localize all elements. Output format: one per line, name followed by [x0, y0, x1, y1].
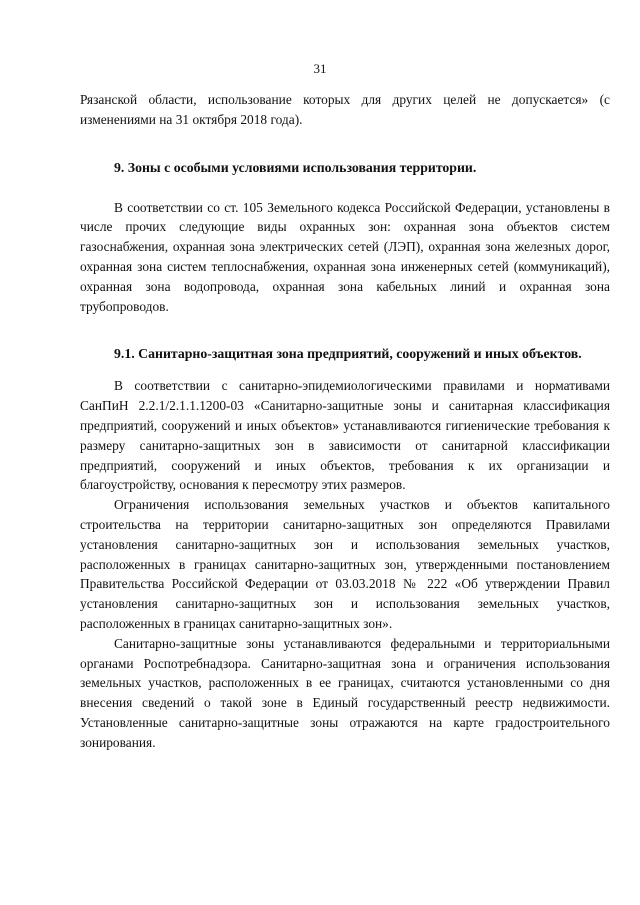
section-9-heading: 9. Зоны с особыми условиями использования территории. [114, 159, 477, 175]
page-content [80, 90, 610, 753]
section-9-1-paragraph-2: Ограничения использования земельных участков и объектов капитального строительства на территории санитарно-защитных зон определяются Правилами установления санитарно-защитных зон и использования земельных участков, расположенных в границах санитарно-защитных зон, утвержденными постановлением Правительства Российской Федерации от 03.03.2018 № 222 «Об утверждении Правил установления санитарно-защитных зон и использования земельных участков, расположенных в границах санитарно-защитных зон». [80, 497, 610, 631]
section-9-paragraph: В соответствии со ст. 105 Земельного кодекса Российской Федерации, установлены в числе прочих следующие виды охранных зон: охранная зона объектов систем газоснабжения, охранная зона электрических сетей (ЛЭП), охранная зона железных дорог, охранная зона систем теплоснабжения, охранная зона инженерных сетей (коммуникаций), охранная зона водопровода, охранная зона кабельных линий и охранная зона трубопроводов. [80, 199, 610, 314]
section-9-1-paragraph-3: Санитарно-защитные зоны устанавливаются федеральными и территориальными органами Роспотребнадзора. Санитарно-защитная зона и ограничения использования земельных участков, расположенных в ее границах, считаются установленными со дня внесения сведений о такой зоне в Единый государственный реестр недвижимости. Установленные санитарно-защитные зоны отражаются на карте градостроительного зонирования. [80, 635, 610, 750]
section-9-1-paragraph-1: В соответствии с санитарно-эпидемиологическими правилами и нормативами СанПиН 2.2.1/2.1.1.1200-03 «Санитарно-защитные зоны и санитарная классификация предприятий, сооружений и иных объектов» устанавливаются гигиенические требования к размеру санитарно-защитных зон в зависимости от санитарной классификации предприятий, сооружений и иных объектов, требования к их организации и благоустройству, основания к пересмотру этих размеров. [80, 378, 610, 493]
page-number: 31 [313, 61, 327, 76]
intro-paragraph: Рязанской области, использование которых для других целей не допускается» (с изменениями на 31 октября 2018 года). [80, 92, 610, 127]
section-9-1-heading: 9.1. Санитарно-защитная зона предприятий, сооружений и иных объектов. [114, 346, 582, 362]
